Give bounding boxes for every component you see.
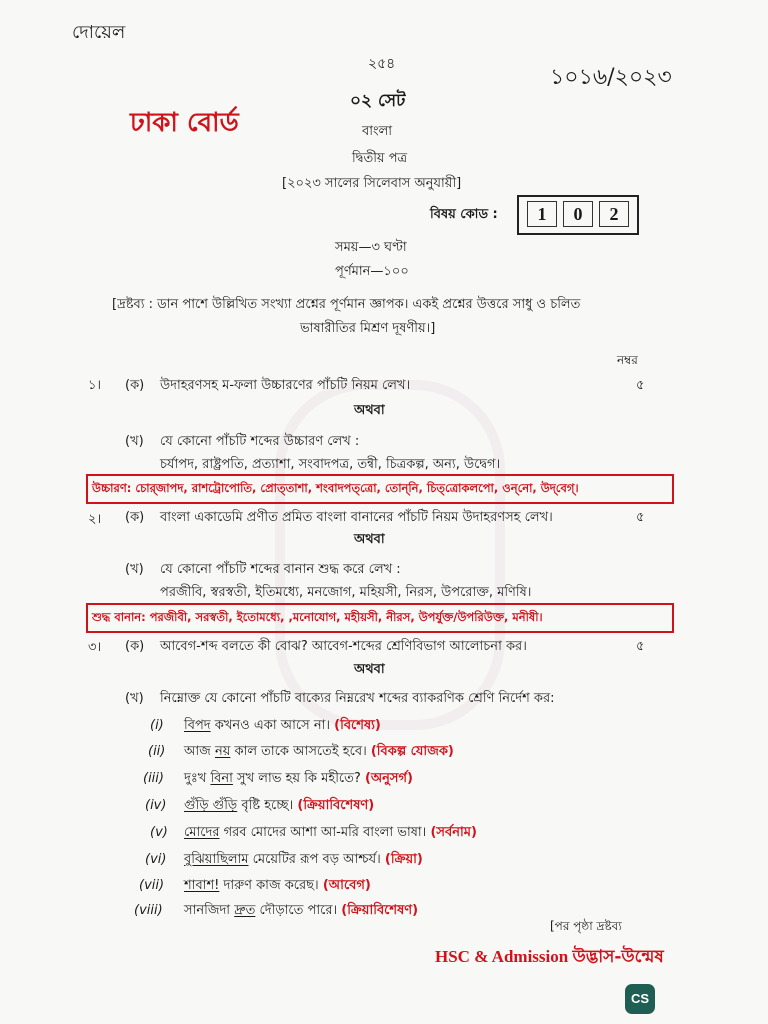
q1b-label: (খ) — [125, 434, 144, 449]
subject-code-label: বিষয় কোড : — [430, 207, 498, 222]
sentence-rest: সুখ লাভ হয় কি মহীতে? — [232, 771, 361, 786]
answer-label: (আবেগ) — [322, 878, 371, 893]
sentence-rest: কখনও একা আসে না। — [210, 718, 331, 733]
item-number: (iv) — [145, 798, 167, 813]
note-line-1: [দ্রষ্টব্য : ডান পাশে উল্লিখিত সংখ্যা প্রশ্নের পূর্ণমান জ্ঞাপক। একই প্রশ্নের উত্তরে সাধু ও চলিত — [112, 297, 581, 312]
marks-column-header: নম্বর — [617, 353, 638, 367]
code-digit: 2 — [599, 201, 629, 227]
camscanner-badge: CS — [625, 984, 655, 1014]
corner-note: দোয়েল — [72, 22, 126, 43]
q3b-text: নিম্নোক্ত যে কোনো পাঁচটি বাক্যের নিম্নরেখ শব্দের ব্যাকরণিক শ্রেণি নির্দেশ কর: — [160, 691, 555, 706]
footer-brand — [435, 944, 664, 972]
q3-number: ৩। — [88, 640, 102, 655]
or-label: অথবা — [354, 662, 385, 677]
q2-answer: শুদ্ধ বানান: পরজীবী, সরস্বতী, ইতোমধ্যে, ,মনোযোগ, মহীয়সী, নীরস, উপর্যুক্ত/উপরিউক্ত, মনীষী। — [92, 610, 543, 624]
underlined-word: মোদের — [184, 825, 220, 840]
q3a-mark: ৫ — [636, 639, 645, 654]
underlined-word: দ্রুত — [234, 903, 256, 918]
q2b-words: পরজীবি, স্বরস্বতী, ইতিমধ্যে, মনজোগ, মহিয়সী, নিরস, উপরোক্ত, মণিষি। — [160, 585, 532, 600]
list-item — [139, 876, 371, 897]
sentence-rest: বৃষ্টি হচ্ছে। — [237, 798, 294, 813]
underlined-word: শাবাশ! — [184, 878, 220, 893]
code-digit: 0 — [563, 201, 593, 227]
item-number: (vi) — [145, 852, 167, 867]
underlined-word: নয় — [214, 744, 231, 759]
q1b-text: যে কোনো পাঁচটি শব্দের উচ্চারণ লেখ : — [160, 434, 360, 449]
footer-brand-en: HSC & Admission — [435, 947, 573, 966]
sentence-rest: গরব মোদের আশা আ-মরি বাংলা ভাষা। — [219, 825, 427, 840]
note-line-2: ভাষারীতির মিশ্রণ দূষণীয়।] — [300, 321, 436, 336]
item-number: (i) — [150, 718, 164, 733]
underlined-word: বিনা — [210, 771, 233, 786]
q2a-text: বাংলা একাডেমি প্রণীত প্রমিত বাংলা বানানের পাঁচটি নিয়ম উদাহরণসহ লেখ। — [160, 510, 553, 525]
q2b-text: যে কোনো পাঁচটি শব্দের বানান শুদ্ধ করে লেখ : — [160, 562, 401, 577]
underlined-word: বিপদ — [184, 718, 211, 733]
sentence-rest: মেয়েটির রূপ বড় আশ্চর্য। — [248, 852, 381, 867]
sentence-pre: সানজিদা — [184, 903, 235, 918]
answer-label: (সর্বনাম) — [430, 825, 477, 840]
sentence-rest: কাল তাকে আসতেই হবে। — [230, 744, 367, 759]
list-item — [148, 742, 454, 763]
list-item — [143, 769, 413, 790]
item-number: (ii) — [148, 744, 166, 759]
q1b-words: চর্যাপদ, রাষ্ট্রপতি, প্রত্যাশা, সংবাদপত্র, তন্বী, চিত্রকল্প, অন্য, উদ্বেগ। — [160, 457, 501, 472]
sentence-pre: দুঃখ — [184, 771, 211, 786]
or-label: অথবা — [354, 532, 385, 547]
item-number: (vii) — [139, 878, 165, 893]
footer-brand-bn: উদ্ভাস-উন্মেষ — [572, 947, 664, 967]
list-item — [150, 823, 477, 844]
q3b-label: (খ) — [125, 691, 144, 706]
q2a-mark: ৫ — [636, 510, 645, 525]
next-page-note: [পর পৃষ্ঠা দ্রষ্টব্য — [550, 919, 622, 933]
item-number: (v) — [150, 825, 168, 840]
item-number: (iii) — [143, 771, 164, 786]
answer-label: (ক্রিয়াবিশেষণ) — [297, 798, 375, 813]
underlined-word: বুঝিয়াছিলাম — [184, 852, 249, 867]
syllabus-label: [২০২৩ সালের সিলেবাস অনুযায়ী] — [282, 176, 462, 191]
board-title: ঢাকা বোর্ড — [130, 108, 239, 138]
code-digit: 1 — [527, 201, 557, 227]
list-item — [134, 901, 418, 922]
item-number: (viii) — [134, 903, 163, 918]
list-item — [145, 850, 423, 871]
reference-number: ১০১৬/২০২৩ — [550, 65, 672, 90]
underlined-word: গুঁড়ি গুঁড়ি — [184, 798, 238, 813]
q1a-label: (ক) — [125, 378, 145, 393]
q1-number: ১। — [88, 378, 102, 393]
marks-label: পূর্ণমান—১০০ — [335, 264, 409, 279]
or-label: অথবা — [354, 403, 385, 418]
set-label: ০২ সেট — [350, 91, 406, 111]
q1a-text: উদাহরণসহ ম-ফলা উচ্চারণের পাঁচটি নিয়ম লেখ। — [160, 378, 411, 393]
sentence-rest: দৌড়াতে পারে। — [255, 903, 338, 918]
q3a-label: (ক) — [125, 639, 145, 654]
page-code: ২৫৪ — [368, 56, 396, 72]
paper-label: দ্বিতীয় পত্র — [352, 151, 408, 166]
sentence-rest: দারুণ কাজ করেছ। — [219, 878, 319, 893]
time-label: সময়—৩ ঘণ্টা — [335, 240, 407, 255]
q2-number: ২। — [88, 512, 102, 527]
q3a-text: আবেগ-শব্দ বলতে কী বোঝ? আবেগ-শব্দের শ্রেণিবিভাগ আলোচনা কর। — [160, 639, 527, 654]
list-item — [150, 716, 381, 737]
q2b-label: (খ) — [125, 562, 144, 577]
subject-label: বাংলা — [362, 124, 393, 139]
subject-code-box — [517, 195, 639, 235]
answer-label: (ক্রিয়া) — [384, 852, 423, 867]
answer-label: (অনুসর্গ) — [364, 771, 413, 786]
list-item — [145, 796, 374, 817]
q1-answer: উচ্চারণ: চোর্‌জাপদ, রাশট্রোপোতি, প্রোত্‌তাশা, শংবাদপত্‌ত্রো, তোন্‌নি, চিত্‌ত্রোকলপো, ওন্‌নো, উদ্‌বেগ্‌। — [92, 481, 579, 495]
answer-label: (বিশেষ্য) — [334, 718, 381, 733]
q1a-mark: ৫ — [636, 378, 645, 393]
q2a-label: (ক) — [125, 510, 145, 525]
answer-label: (বিকল্প যোজক) — [370, 744, 454, 759]
sentence-pre: আজ — [184, 744, 215, 759]
answer-label: (ক্রিয়াবিশেষণ) — [341, 903, 419, 918]
